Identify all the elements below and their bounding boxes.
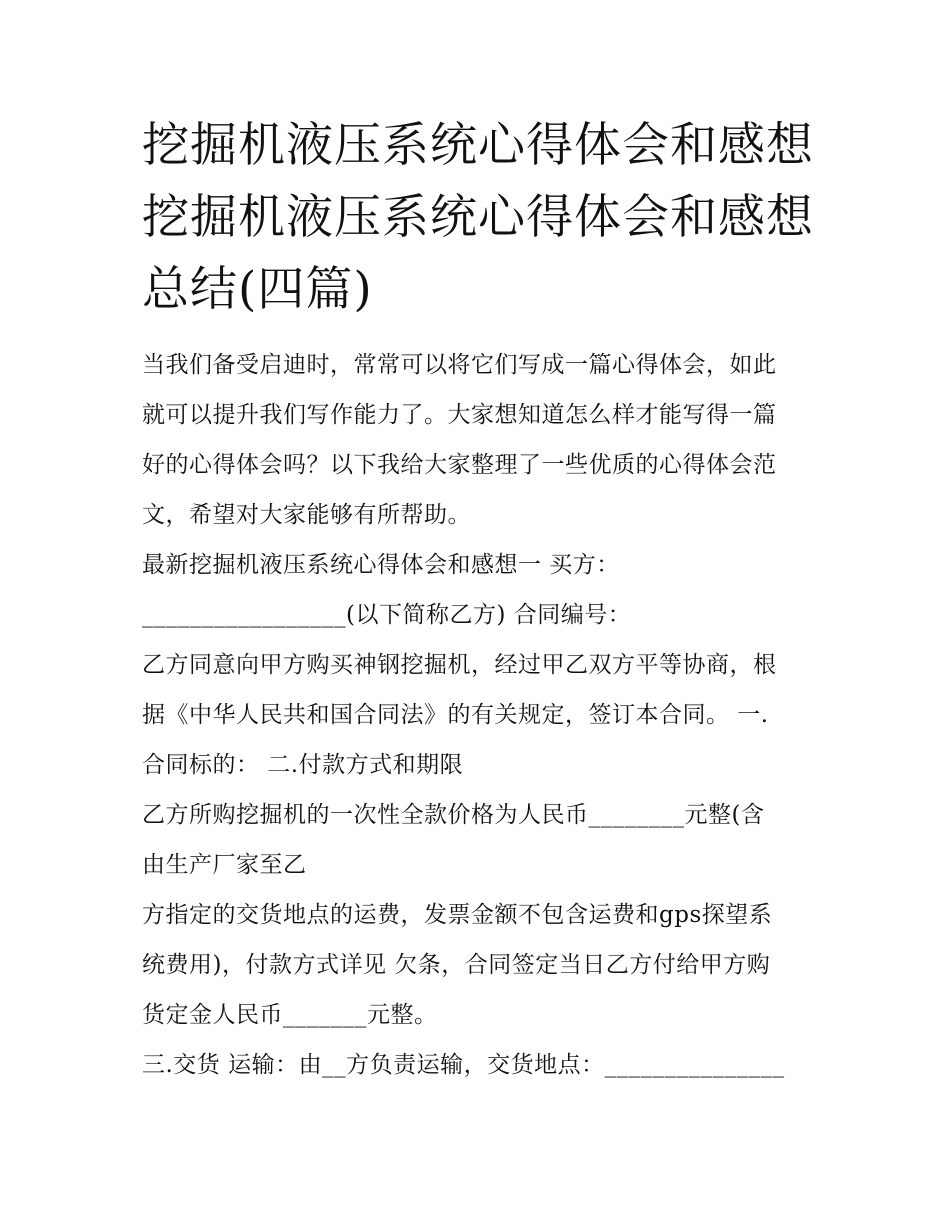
text-line: 文，希望对大家能够有所帮助。 (142, 502, 471, 528)
text-line: 乙方同意向甲方购买神钢挖掘机，经过甲乙双方平等协商，根 (142, 652, 777, 678)
text-line: 就可以提升我们写作能力了。大家想知道怎么样才能写得一篇 (142, 402, 777, 428)
document-title: 挖掘机液压系统心得体会和感想 挖掘机液压系统心得体会和感想总结(四篇) (142, 118, 830, 317)
document-page (142, 110, 830, 1090)
text-line: 货定金人民币_______元整。 (142, 1002, 438, 1028)
text-line: _________________(以下简称乙方) 合同编号： (142, 602, 632, 628)
text-line: 统费用)，付款方式详见 欠条，合同签定当日乙方付给甲方购 (142, 952, 771, 978)
text-line: 方指定的交货地点的运费，发票金额不包含运费和gps探望系 (142, 902, 773, 928)
text-line: 据《中华人民共和国合同法》的有关规定，签订本合同。 一. (142, 702, 769, 728)
text-line: 好的心得体会吗？以下我给大家整理了一些优质的心得体会范 (142, 452, 777, 478)
text-line: 合同标的： 二.付款方式和期限 (142, 752, 464, 778)
text-line: 三.交货 运输：由__方负责运输，交货地点：_______________ (142, 1052, 785, 1078)
text-line: 由生产厂家至乙 (142, 852, 307, 878)
text-line: 乙方所购挖掘机的一次性全款价格为人民币________元整(含 (142, 802, 765, 828)
text-line: 当我们备受启迪时，常常可以将它们写成一篇心得体会，如此 (142, 352, 777, 378)
text-line: 最新挖掘机液压系统心得体会和感想一 买方： (142, 552, 620, 578)
